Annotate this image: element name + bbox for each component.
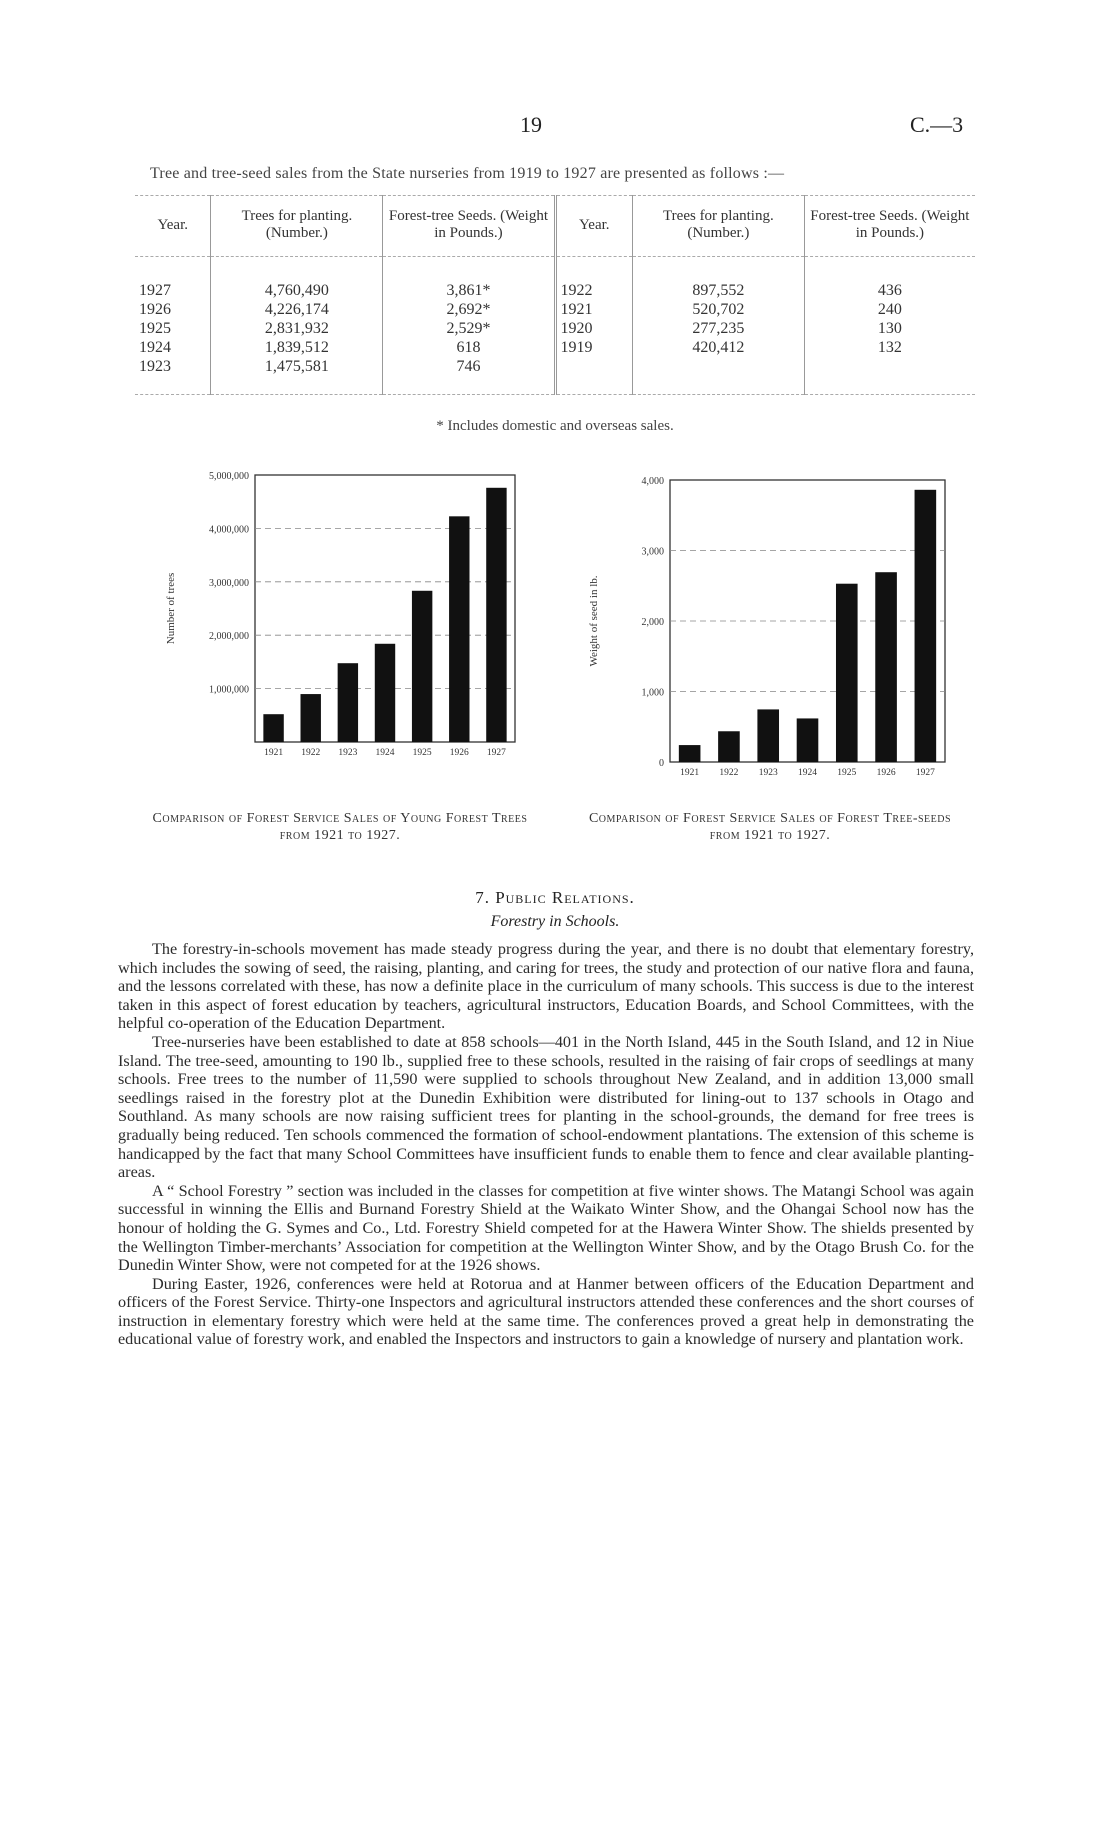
x-tick-label: 1922 <box>719 768 739 778</box>
table-cell: 1924 <box>135 338 211 357</box>
table-cell: 1920 <box>555 319 632 338</box>
x-tick-label: 1922 <box>301 748 321 758</box>
seed-sales-chart <box>575 470 965 790</box>
table-row <box>135 338 975 357</box>
y-tick-label: 4,000,000 <box>209 524 249 536</box>
table-cell: 436 <box>877 282 902 299</box>
x-tick-label: 1921 <box>680 768 700 778</box>
table-cell: 4,760,490 <box>211 257 383 301</box>
table-cell: 897,552 <box>632 257 804 301</box>
y-tick-label: 3,000 <box>641 546 664 558</box>
body-text <box>118 940 974 1349</box>
paragraph: During Easter, 1926, conferences were held at Rotorua and at Hanmer between officers of the Education Department and officers of the Forest Service. Thirty-one Inspectors and agricultural instructors attended these conferences and the short courses of instruction in elementary forestry which were held at the same time. The conferences proved a great help in demonstrating the educational value of forestry work, and enabled the Inspectors and instructors to gain a knowledge of nursery and plantation work. <box>118 1274 974 1349</box>
table-cell: 420,412 <box>632 338 804 357</box>
table-cell <box>804 357 975 395</box>
document-reference: C.—3 <box>910 112 964 137</box>
table-cell: 1919 <box>555 338 632 357</box>
x-tick-label: 1925 <box>412 748 432 758</box>
table-row <box>135 319 975 338</box>
bar-1923 <box>757 709 779 762</box>
y-axis-label: Number of trees <box>165 572 177 645</box>
table-cell: 1923 <box>135 357 211 395</box>
table-cell: 1927 <box>135 257 211 301</box>
y-tick-label: 1,000 <box>641 687 664 699</box>
table-cell: 618 <box>383 338 555 357</box>
bar-1924 <box>797 718 819 762</box>
x-tick-label: 1923 <box>338 748 358 758</box>
bar-1927 <box>915 490 937 762</box>
bar-1921 <box>679 745 701 762</box>
table-cell: 1921 <box>555 300 632 319</box>
x-tick-label: 1926 <box>876 768 896 778</box>
table-cell: 4,226,174 <box>211 300 383 319</box>
seeds-chart-caption: Comparison of Forest Service Sales of Forest Tree-seeds from 1921 to 1927. <box>588 811 952 843</box>
x-tick-label: 1924 <box>798 768 817 778</box>
y-tick-label: 2,000,000 <box>209 631 249 643</box>
table-footnote: * Includes domestic and overseas sales. <box>436 418 674 434</box>
bar-1923 <box>338 663 358 742</box>
bar-1926 <box>449 516 469 742</box>
x-tick-label: 1921 <box>264 748 284 758</box>
bar-1927 <box>486 488 506 742</box>
page-number: 19 <box>520 112 542 137</box>
y-tick-label: 5,000,000 <box>209 471 249 482</box>
table-cell: 130 <box>877 320 902 337</box>
paragraph: Tree-nurseries have been established to date at 858 schools—401 in the North Island, 445 in the South Island, and 12 in Niue Island. The tree-seed, amounting to 190 lb., supplied free to these schools, resulted in the raising of fair crops of seedlings at many schools. Free trees to the number of 11,590 were supplied to schools throughout New Zealand, and in addition 13,000 small seedlings raised in the forestry plot at the Dunedin Exhibition were distributed for lining-out to 137 schools in Otago and Southland. As many schools are now raising sufficient trees for planting in the school-grounds, the demand for free trees is gradually being reduced. Ten schools commenced the formation of school-endowment plantations. The extension of this scheme is handicapped by the fact that many School Committees have insufficient funds to enable them to fence and clear available planting-areas. <box>118 1032 974 1182</box>
trees-sales-chart <box>150 470 530 770</box>
table-cell <box>632 357 804 395</box>
table-cell: 1926 <box>135 300 211 319</box>
table-cell: 2,529* <box>383 319 555 338</box>
bar-1921 <box>263 714 283 742</box>
table-cell: 1,475,581 <box>211 357 383 395</box>
intro-text: Tree and tree-seed sales from the State nurseries from 1919 to 1927 are presented as follows :— <box>150 165 785 182</box>
paragraph: The forestry-in-schools movement has made steady progress during the year, and there is no doubt that elementary forestry, which includes the sowing of seed, the raising, planting, and caring for trees, the study and protection of our native flora and fauna, and the lessons correlated with these, has now a definite place in the curriculum of many schools. This success is due to the interest taken in this aspect of forest education by teachers, agricultural instructors, Education Boards, and School Committees, with the helpful co-operation of the Education Department. <box>118 940 974 1033</box>
bar-1926 <box>875 572 897 762</box>
bar-1925 <box>836 584 858 762</box>
x-tick-label: 1924 <box>375 748 395 758</box>
bar-1925 <box>412 591 432 742</box>
bar-1922 <box>718 731 740 762</box>
table-cell: 2,831,932 <box>211 319 383 338</box>
column-header: Year. <box>135 196 211 257</box>
sales-table <box>135 195 975 395</box>
y-tick-label: 0 <box>659 758 664 769</box>
table-cell: 132 <box>877 339 902 356</box>
table-row <box>135 300 975 319</box>
column-header: Forest-tree Seeds. (Weight in Pounds.) <box>804 196 975 257</box>
table-cell: 2,692* <box>383 300 555 319</box>
x-tick-label: 1926 <box>449 748 469 758</box>
table-header-row <box>135 196 975 257</box>
table-cell: 240 <box>877 301 902 318</box>
table-cell <box>555 357 632 395</box>
y-axis-label: Weight of seed in lb. <box>588 575 600 667</box>
x-tick-label: 1927 <box>915 768 935 778</box>
bar-1924 <box>375 644 395 742</box>
column-header: Trees for planting. (Number.) <box>632 196 804 257</box>
x-tick-label: 1925 <box>837 768 857 778</box>
bar-1922 <box>301 694 321 742</box>
y-tick-label: 2,000 <box>641 617 664 628</box>
x-tick-label: 1923 <box>758 768 778 778</box>
x-tick-label: 1927 <box>486 748 506 758</box>
column-header: Year. <box>555 196 632 257</box>
table-cell: 1925 <box>135 319 211 338</box>
y-tick-label: 3,000,000 <box>209 577 249 589</box>
section-subtitle: Forestry in Schools. <box>490 913 620 930</box>
table-cell: 1,839,512 <box>211 338 383 357</box>
y-tick-label: 1,000,000 <box>209 684 249 696</box>
column-header: Forest-tree Seeds. (Weight in Pounds.) <box>383 196 555 257</box>
table-cell: 3,861* <box>383 257 555 301</box>
trees-chart-caption: Comparison of Forest Service Sales of Young Forest Trees from 1921 to 1927. <box>152 811 528 843</box>
column-header: Trees for planting. (Number.) <box>211 196 383 257</box>
paragraph: A “ School Forestry ” section was included in the classes for competition at five winter shows. The Matangi School was again successful in winning the Ellis and Burnand Forestry Shield at the Waikato Winter Show, and the Ohangai School now has the honour of holding the G. Symes and Co., Ltd. Forestry Shield competed for at the Hawera Winter Show. The shields presented by the Wellington Timber-merchants’ Association for competition at the Wellington Winter Show, and by the Otago Brush Co. for the Dunedin Winter Show, were not competed for at the 1926 shows. <box>118 1181 974 1275</box>
table-cell: 277,235 <box>632 319 804 338</box>
table-cell: 746 <box>383 357 555 395</box>
table-cell: 1922 <box>555 257 632 301</box>
table-row <box>135 257 975 301</box>
table-row <box>135 357 975 395</box>
y-tick-label: 4,000 <box>641 476 664 487</box>
table-cell: 520,702 <box>632 300 804 319</box>
section-title: 7. Public Relations. <box>475 888 635 907</box>
